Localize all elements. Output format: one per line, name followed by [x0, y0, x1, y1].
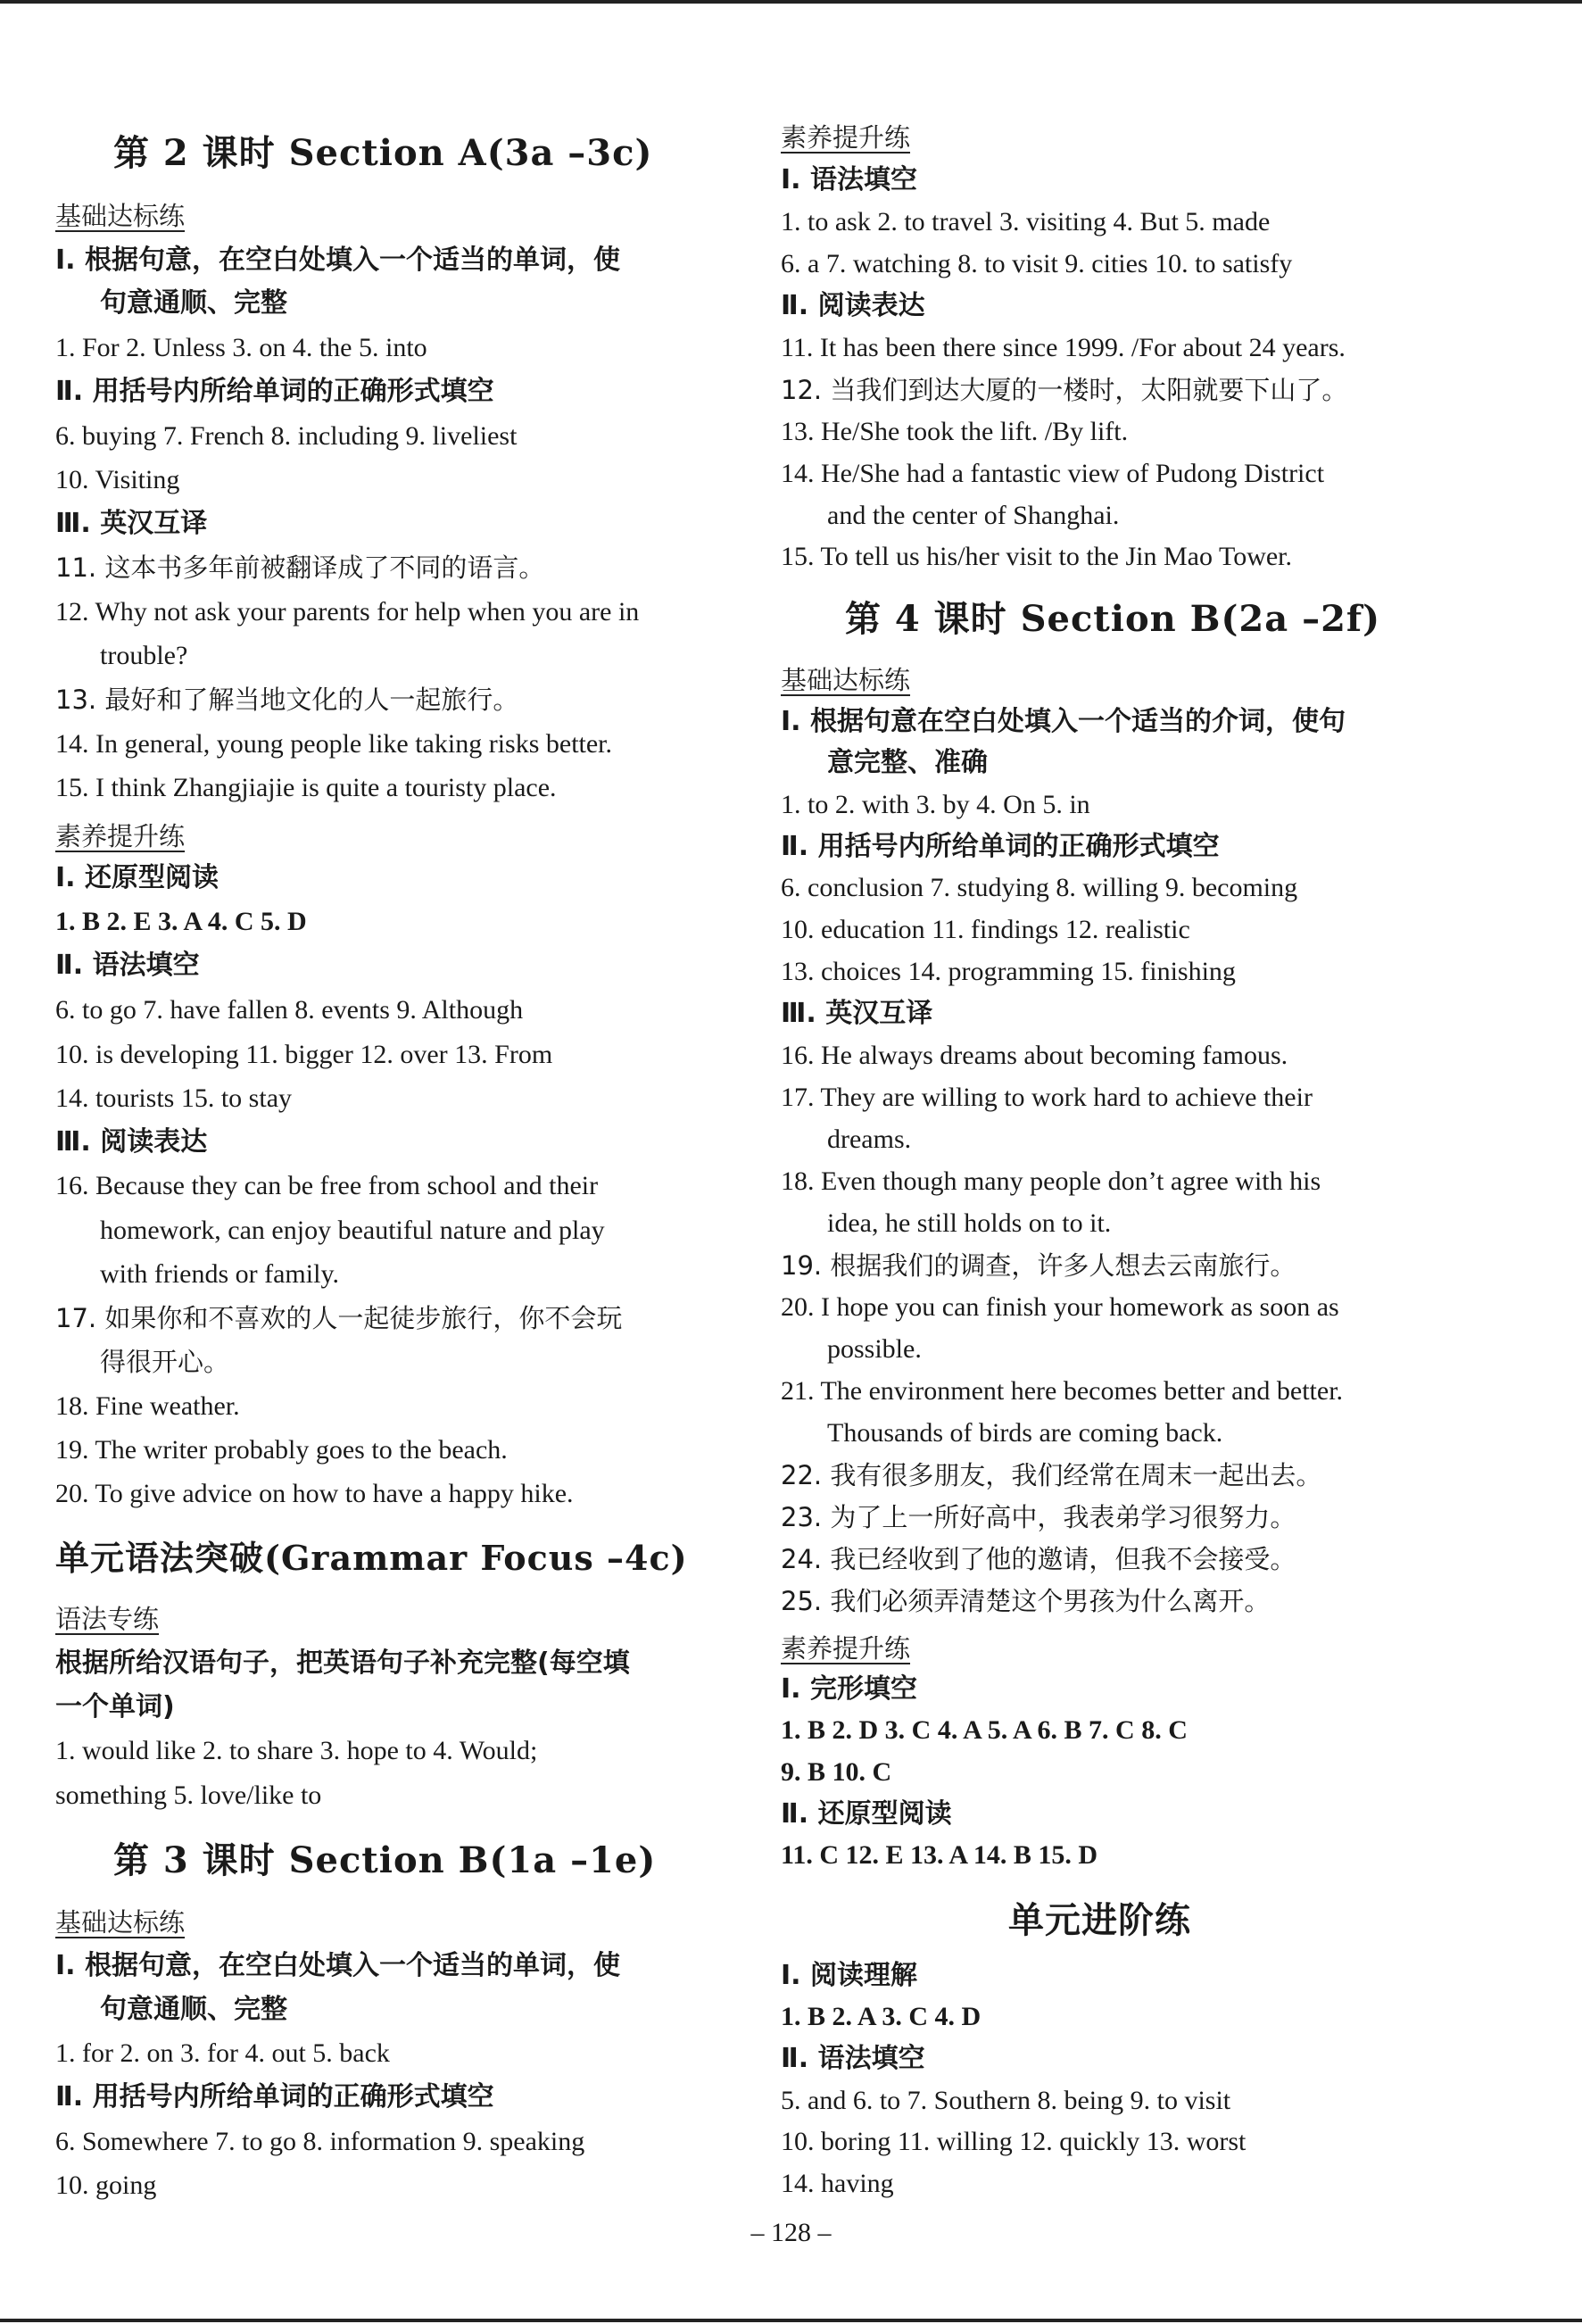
- answer-line: 6. a 7. watching 8. to visit 9. cities 10. to satisfy: [781, 249, 1293, 278]
- section-heading: Ⅲ. 阅读表达: [55, 1126, 208, 1158]
- answer-line: 25. 我们必须弄清楚这个男孩为什么离开。: [781, 1586, 1271, 1616]
- answer-line: 5. and 6. to 7. Southern 8. being 9. to visit: [781, 2086, 1231, 2115]
- answer-line: 11. It has been there since 1999. /For about 24 years.: [781, 333, 1346, 362]
- section-heading: 意完整、准确: [827, 747, 988, 778]
- answer-line: 19. 根据我们的调查，许多人想去云南旅行。: [781, 1250, 1296, 1281]
- answer-line: 20. To give advice on how to have a happy hike.: [55, 1479, 574, 1508]
- section-heading: Ⅱ. 语法填空: [55, 950, 200, 981]
- section-heading: 根据所给汉语句子，把英语句子补充完整(每空填: [55, 1648, 630, 1679]
- answer-line: 1. to ask 2. to travel 3. visiting 4. But 5. made: [781, 207, 1271, 237]
- top-border: [0, 0, 1582, 4]
- answer-line: with friends or family.: [100, 1259, 339, 1289]
- answer-line: 1. B 2. E 3. A 4. C 5. D: [55, 907, 307, 936]
- section-heading: Ⅰ. 根据句意，在空白处填入一个适当的单词，使: [55, 1950, 621, 1981]
- answer-line: 21. The environment here becomes better and better.: [781, 1376, 1344, 1406]
- section-heading: Ⅲ. 英汉互译: [781, 998, 933, 1029]
- basic-practice-label: 基础达标练: [55, 201, 186, 231]
- answer-line: 1. B 2. D 3. C 4. A 5. A 6. B 7. C 8. C: [781, 1715, 1188, 1745]
- lesson-3-title: 第 3 课时 Section B(1a –1e): [113, 1839, 657, 1881]
- answer-line: 15. I think Zhangjiajie is quite a touristy place.: [55, 773, 557, 802]
- lesson-4-title: 第 4 课时 Section B(2a –2f): [845, 598, 1381, 640]
- advanced-practice-label: 素养提升练: [781, 122, 911, 153]
- section-heading: Ⅱ. 用括号内所给单词的正确形式填空: [55, 376, 494, 407]
- answer-line: something 5. love/like to: [55, 1780, 322, 1810]
- answer-line: 16. He always dreams about becoming famous.: [781, 1041, 1288, 1070]
- section-heading: Ⅰ. 还原型阅读: [55, 862, 219, 893]
- answer-line: 16. Because they can be free from school and their: [55, 1171, 599, 1200]
- section-heading: Ⅰ. 阅读理解: [781, 1960, 918, 1991]
- section-heading: Ⅱ. 阅读表达: [781, 290, 925, 321]
- basic-practice-label: 基础达标练: [55, 1907, 186, 1938]
- grammar-focus-title: 单元语法突破(Grammar Focus –4c): [55, 1538, 688, 1578]
- section-heading: 句意通顺、完整: [100, 287, 287, 319]
- answer-line: 10. going: [55, 2170, 157, 2200]
- answer-line: dreams.: [827, 1125, 912, 1154]
- page-number: – 128 –: [750, 2218, 832, 2247]
- answer-line: 18. Fine weather.: [55, 1391, 240, 1421]
- answer-line: 10. boring 11. willing 12. quickly 13. worst: [781, 2127, 1247, 2156]
- grammar-practice-label: 语法专练: [55, 1604, 160, 1634]
- answer-line: 14. In general, young people like taking risks better.: [55, 729, 613, 759]
- advanced-practice-label: 素养提升练: [781, 1633, 911, 1664]
- answer-line: 17. 如果你和不喜欢的人一起徒步旅行，你不会玩: [55, 1303, 623, 1333]
- section-heading: 一个单词): [55, 1691, 175, 1722]
- answer-line: homework, can enjoy beautiful nature and play: [100, 1216, 605, 1245]
- answer-line: 14. He/She had a fantastic view of Pudong District: [781, 459, 1325, 488]
- answer-line: 10. Visiting: [55, 465, 180, 494]
- answer-line: 13. choices 14. programming 15. finishing: [781, 957, 1236, 986]
- lesson-2-title: 第 2 课时 Section A(3a –3c): [113, 132, 653, 174]
- answer-line: 6. conclusion 7. studying 8. willing 9. becoming: [781, 873, 1298, 902]
- answer-line: 9. B 10. C: [781, 1757, 892, 1787]
- answer-line: 17. They are willing to work hard to achieve their: [781, 1083, 1313, 1112]
- answer-line: Thousands of birds are coming back.: [827, 1418, 1223, 1448]
- section-heading: Ⅱ. 还原型阅读: [781, 1798, 952, 1830]
- answer-line: 6. buying 7. French 8. including 9. liveliest: [55, 421, 518, 451]
- answer-line: 15. To tell us his/her visit to the Jin Mao Tower.: [781, 542, 1293, 571]
- answer-line: 6. to go 7. have fallen 8. events 9. Although: [55, 995, 524, 1025]
- answer-line: 1. B 2. A 3. C 4. D: [781, 2002, 982, 2031]
- answer-line: 23. 为了上一所好高中，我表弟学习很努力。: [781, 1502, 1296, 1532]
- answer-line: 6. Somewhere 7. to go 8. information 9. speaking: [55, 2127, 585, 2156]
- answer-line: 10. is developing 11. bigger 12. over 13. From: [55, 1040, 553, 1069]
- section-heading: Ⅱ. 用括号内所给单词的正确形式填空: [55, 2081, 494, 2112]
- answer-line: and the center of Shanghai.: [827, 501, 1120, 530]
- section-heading: Ⅰ. 语法填空: [781, 164, 918, 195]
- answer-line: 12. Why not ask your parents for help when you are in: [55, 597, 640, 627]
- answer-line: 24. 我已经收到了他的邀请，但我不会接受。: [781, 1544, 1296, 1574]
- unit-advanced-title: 单元进阶练: [1008, 1899, 1191, 1941]
- answer-line: 12. 当我们到达大厦的一楼时，太阳就要下山了。: [781, 375, 1348, 405]
- basic-practice-label: 基础达标练: [781, 665, 911, 695]
- answer-line: 20. I hope you can finish your homework as soon as: [781, 1292, 1339, 1322]
- section-heading: Ⅱ. 语法填空: [781, 2043, 925, 2074]
- answer-line: 22. 我有很多朋友，我们经常在周末一起出去。: [781, 1460, 1322, 1490]
- answer-line: 1. For 2. Unless 3. on 4. the 5. into: [55, 333, 427, 362]
- advanced-practice-label: 素养提升练: [55, 821, 186, 851]
- answer-line: 1. to 2. with 3. by 4. On 5. in: [781, 790, 1090, 819]
- answer-line: 1. would like 2. to share 3. hope to 4. Would;: [55, 1736, 538, 1765]
- answer-line: 11. 这本书多年前被翻译成了不同的语言。: [55, 552, 545, 583]
- answer-line: 18. Even though many people don’t agree with his: [781, 1166, 1321, 1196]
- answer-line: 10. education 11. findings 12. realistic: [781, 915, 1190, 944]
- bottom-border: [0, 2319, 1582, 2322]
- answer-line: 14. having: [781, 2169, 894, 2198]
- answer-line: idea, he still holds on to it.: [827, 1208, 1112, 1238]
- answer-line: trouble?: [100, 641, 188, 670]
- section-heading: Ⅰ. 根据句意在空白处填入一个适当的介词，使句: [781, 706, 1346, 737]
- answer-line: 13. He/She took the lift. /By lift.: [781, 417, 1129, 446]
- answer-line: 13. 最好和了解当地文化的人一起旅行。: [55, 685, 519, 715]
- answer-line: 11. C 12. E 13. A 14. B 15. D: [781, 1840, 1098, 1870]
- answer-line: 得很开心。: [100, 1347, 230, 1377]
- section-heading: Ⅲ. 英汉互译: [55, 508, 208, 539]
- section-heading: Ⅱ. 用括号内所给单词的正确形式填空: [781, 831, 1220, 862]
- section-heading: Ⅰ. 完形填空: [781, 1673, 918, 1705]
- answer-line: 1. for 2. on 3. for 4. out 5. back: [55, 2038, 390, 2068]
- section-heading: 句意通顺、完整: [100, 1994, 287, 2025]
- answer-line: possible.: [827, 1334, 922, 1364]
- answer-line: 19. The writer probably goes to the beach.: [55, 1435, 508, 1465]
- section-heading: Ⅰ. 根据句意，在空白处填入一个适当的单词，使: [55, 245, 621, 276]
- answer-line: 14. tourists 15. to stay: [55, 1083, 293, 1113]
